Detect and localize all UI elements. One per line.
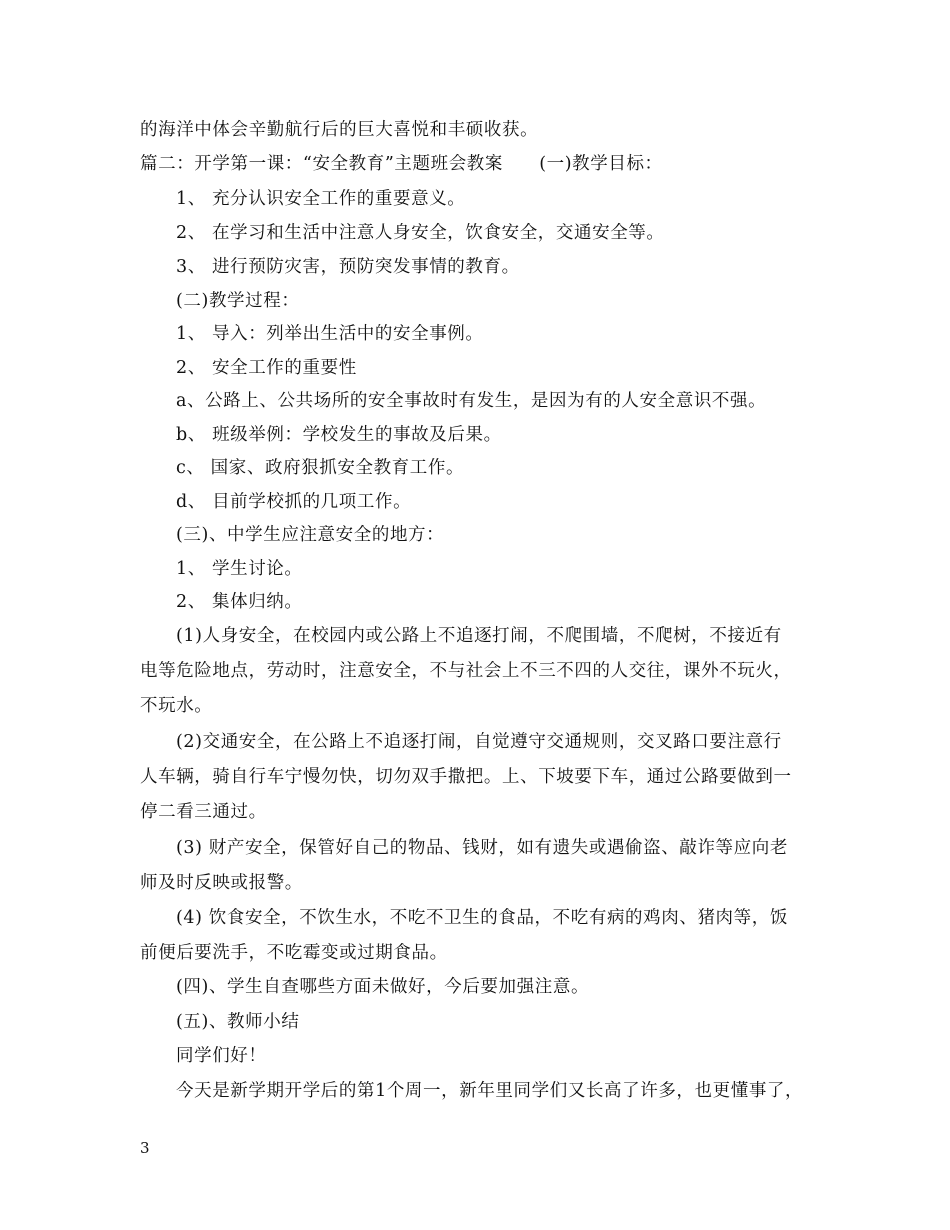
text-line: 电等危险地点，劳动时，注意安全，不与社会上不三不四的人交往，课外不玩火， bbox=[140, 661, 792, 681]
text-line: 3、 进行预防灾害，预防突发事情的教育。 bbox=[176, 257, 520, 277]
text-line: c、 国家、政府狠抓安全教育工作。 bbox=[176, 458, 465, 478]
text-line: 2、 安全工作的重要性 bbox=[176, 358, 357, 378]
text-line: 同学们好！ bbox=[176, 1046, 267, 1066]
text-line: (四)、学生自查哪些方面未做好，今后要加强注意。 bbox=[176, 977, 590, 997]
text-line: 1、 导入：列举出生活中的安全事例。 bbox=[176, 324, 484, 344]
text-line: 2、 集体归纳。 bbox=[176, 592, 303, 612]
text-line: (五)、教师小结 bbox=[176, 1012, 300, 1032]
text-line: (二)教学过程： bbox=[176, 291, 300, 311]
text-line: 的海洋中体会辛勤航行后的巨大喜悦和丰硕收获。 bbox=[140, 120, 539, 140]
page-number: 3 bbox=[140, 1139, 150, 1157]
text-line: (1)人身安全，在校园内或公路上不追逐打闹，不爬围墙，不爬树，不接近有 bbox=[176, 626, 782, 646]
text-line: 前便后要洗手，不吃霉变或过期食品。 bbox=[140, 943, 448, 963]
text-line: 2、 在学习和生活中注意人身安全，饮食安全，交通安全等。 bbox=[176, 223, 665, 243]
text-line: (4) 饮食安全，不饮生水，不吃不卫生的食品，不吃有病的鸡肉、猪肉等，饭 bbox=[176, 908, 788, 928]
text-line: a、公路上、公共场所的安全事故时有发生，是因为有的人安全意识不强。 bbox=[176, 391, 767, 411]
text-line: 停二看三通过。 bbox=[140, 802, 267, 822]
text-line: (3) 财产安全，保管好自己的物品、钱财，如有遗失或遇偷盗、敲诈等应向老 bbox=[176, 838, 788, 858]
text-line: 1、 充分认识安全工作的重要意义。 bbox=[176, 189, 466, 209]
text-line: 不玩水。 bbox=[140, 696, 213, 716]
text-line: 人车辆，骑自行车宁慢勿快，切勿双手撒把。上、下坡要下车，通过公路要做到一 bbox=[140, 767, 792, 787]
text-line: (2)交通安全，在公路上不追逐打闹，自觉遵守交通规则，交叉路口要注意行 bbox=[176, 732, 782, 752]
text-line: 今天是新学期开学后的第1个周一，新年里同学们又长高了许多，也更懂事了， bbox=[176, 1081, 804, 1101]
text-line: (三)、中学生应注意安全的地方： bbox=[176, 525, 445, 545]
text-line: d、 目前学校抓的几项工作。 bbox=[176, 492, 412, 512]
text-line: 篇二：开学第一课：“安全教育”主题班会教案 (一)教学目标： bbox=[140, 154, 663, 174]
text-line: 1、 学生讨论。 bbox=[176, 559, 303, 579]
text-line: b、 班级举例：学校发生的事故及后果。 bbox=[176, 425, 502, 445]
text-line: 师及时反映或报警。 bbox=[140, 873, 303, 893]
